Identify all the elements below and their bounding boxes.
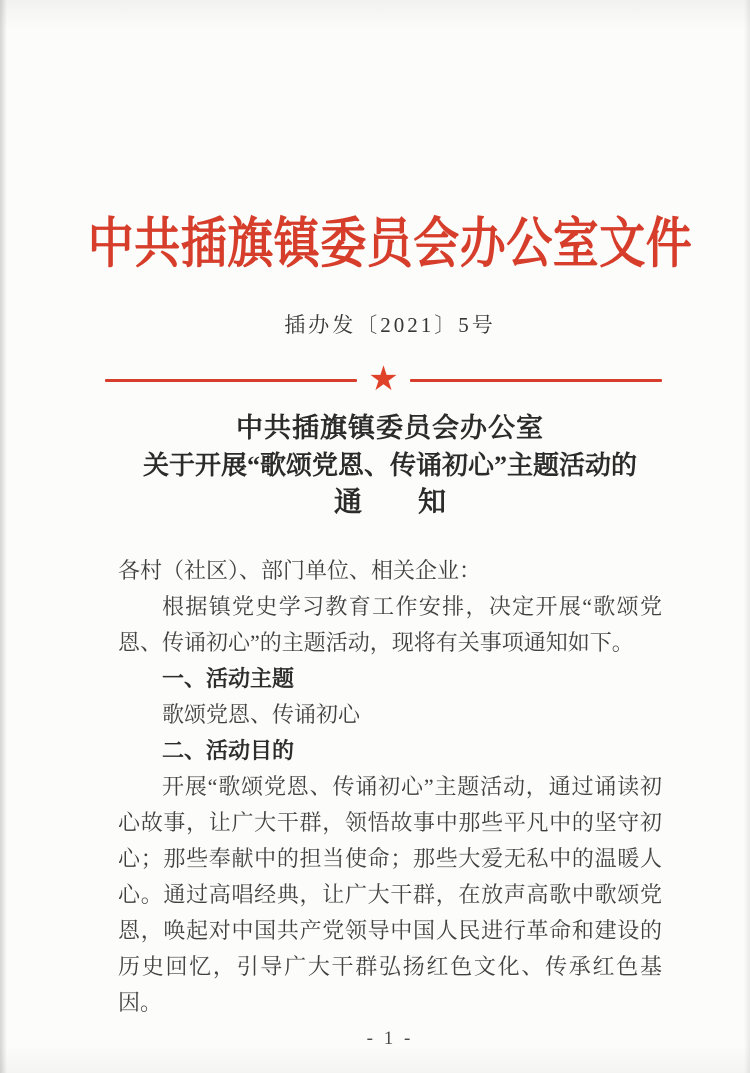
document-header-title: 中共插旗镇委员会办公室文件 bbox=[87, 213, 693, 274]
section-heading-2: 二、活动目的 bbox=[162, 738, 295, 764]
document-title bbox=[118, 409, 662, 521]
body-paragraph: 歌颂党恩、传诵初心 bbox=[162, 702, 361, 728]
salutation: 各村（社区）、部门单位、相关企业： bbox=[118, 558, 482, 584]
document-number: 插办发〔2021〕5号 bbox=[284, 313, 496, 338]
document-body bbox=[118, 553, 662, 1021]
divider-line-left bbox=[105, 379, 357, 382]
body-paragraph: 根据镇党史学习教育工作安排，决定开展“歌颂党恩、传诵初心”的主题活动，现将有关事项通知如下。 bbox=[118, 594, 662, 656]
document-title-line3: 通 知 bbox=[333, 487, 446, 519]
divider-line-right bbox=[410, 379, 662, 382]
body-paragraph: 开展“歌颂党恩、传诵初心”主题活动，通过诵读初心故事，让广大干群，领悟故事中那些平凡中的坚守初心；那些奉献中的担当使命；那些大爱无私中的温暖人心。通过高唱经典，让广大干群，在放声高歌中歌颂党恩，唤起对中国共产党领导中国人民进行革命和建设的历史回忆，引导广大干群弘扬红色文化、传承红色基因。 bbox=[118, 774, 662, 1016]
document-header bbox=[87, 213, 693, 274]
star-icon: ★ bbox=[368, 361, 399, 399]
document-title-line2: 关于开展“歌颂党恩、传诵初心”主题活动的 bbox=[142, 451, 637, 481]
document-content bbox=[87, 0, 693, 1053]
page-number: - 1 - bbox=[366, 1028, 414, 1050]
section-heading-1: 一、活动主题 bbox=[162, 666, 295, 692]
document-title-line1: 中共插旗镇委员会办公室 bbox=[236, 413, 544, 444]
red-divider bbox=[105, 363, 662, 397]
